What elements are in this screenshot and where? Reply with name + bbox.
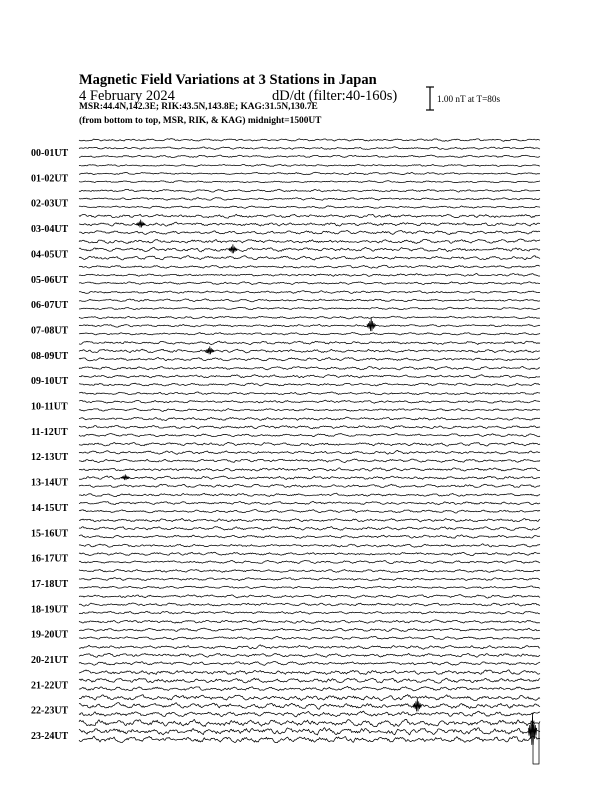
trace-msr	[79, 719, 540, 726]
trace-kag	[79, 560, 540, 563]
event-excursion	[137, 220, 145, 227]
trace-kag	[79, 686, 540, 691]
trace-rik	[79, 274, 540, 277]
trace-kag	[79, 711, 540, 717]
event-markers	[121, 220, 539, 764]
hour-label: 20-21UT	[31, 655, 69, 666]
trace-rik	[79, 476, 540, 480]
trace-msr	[79, 670, 540, 675]
trace-msr	[79, 544, 540, 547]
scale-bar	[426, 87, 434, 110]
trace-msr	[79, 239, 540, 244]
trace-rik	[79, 450, 540, 454]
trace-kag	[79, 206, 540, 208]
trace-rik	[79, 527, 540, 531]
trace-msr	[79, 468, 540, 471]
event-excursion	[229, 245, 237, 253]
trace-rik	[79, 172, 540, 174]
trace-rik	[79, 425, 540, 428]
trace-rik	[79, 502, 540, 505]
trace-msr	[79, 595, 540, 599]
hour-label: 07-08UT	[31, 325, 69, 337]
trace-kag	[79, 231, 540, 235]
trace-kag	[79, 636, 540, 639]
hour-label: 17-18UT	[31, 578, 69, 590]
hour-label: 09-10UT	[31, 376, 69, 388]
trace-kag	[79, 586, 540, 589]
trace-kag	[79, 282, 540, 285]
hour-label: 02-03UT	[31, 198, 69, 210]
trace-kag	[79, 736, 540, 743]
trace-kag	[79, 484, 540, 487]
chart-date: 4 February 2024	[79, 88, 175, 104]
hour-label: 22-23UT	[31, 705, 69, 717]
hour-label: 13-14UT	[31, 477, 69, 489]
trace-kag	[79, 535, 540, 538]
trace-kag	[79, 611, 540, 614]
trace-msr	[79, 493, 540, 496]
trace-msr	[79, 265, 540, 268]
trace-rik	[79, 198, 540, 201]
station-coordinates: MSR:44.4N,142.3E; RIK:43.5N,143.8E; KAG:31.5N,130.7E	[79, 102, 318, 112]
chart-method: dD/dt (filter:40-160s)	[272, 88, 398, 104]
hour-label: 11-12UT	[31, 426, 68, 438]
trace-msr	[79, 392, 540, 395]
scale-label: 1.00 nT at T=80s	[437, 94, 501, 104]
hour-label: 06-07UT	[31, 300, 69, 312]
hour-label: 21-22UT	[31, 680, 69, 692]
trace-rik	[79, 653, 540, 657]
trace-msr	[79, 518, 540, 521]
hour-label: 04-05UT	[31, 249, 69, 261]
trace-rik	[79, 222, 540, 226]
trace-kag	[79, 155, 540, 157]
hour-labels	[31, 148, 69, 742]
event-excursion	[413, 699, 421, 712]
trace-kag	[79, 357, 540, 361]
trace-rik	[79, 628, 540, 631]
event-excursion	[121, 475, 129, 480]
event-excursion	[367, 318, 375, 331]
trace-msr	[79, 645, 540, 649]
trace-kag	[79, 434, 540, 437]
station-traces	[79, 139, 540, 743]
trace-msr	[79, 139, 540, 142]
trace-kag	[79, 662, 540, 666]
event-excursion	[528, 713, 536, 745]
trace-msr	[79, 164, 540, 166]
hour-label: 18-19UT	[31, 604, 69, 616]
trace-rik	[79, 603, 540, 606]
hour-label: 08-09UT	[31, 350, 69, 362]
hour-label: 15-16UT	[31, 528, 69, 540]
trace-msr	[79, 189, 540, 192]
trace-msr	[79, 316, 540, 319]
trace-rik	[79, 728, 540, 735]
trace-msr	[79, 569, 540, 572]
trace-kag	[79, 459, 540, 463]
trace-rik	[79, 552, 540, 555]
trace-msr	[79, 366, 540, 369]
hour-label: 03-04UT	[31, 224, 69, 236]
trace-msr	[79, 620, 540, 623]
hour-label: 00-01UT	[31, 148, 69, 159]
trace-kag	[79, 409, 540, 412]
trace-msr	[79, 695, 540, 701]
trace-msr	[79, 442, 540, 446]
trace-kag	[79, 256, 540, 260]
trace-rik	[79, 324, 540, 327]
trace-rik	[79, 678, 540, 683]
trace-kag	[79, 181, 540, 183]
hour-label: 01-02UT	[31, 173, 69, 185]
station-order-note: (from bottom to top, MSR, RIK, & KAG) midnight=1500UT	[79, 116, 322, 126]
trace-msr	[79, 417, 540, 420]
trace-kag	[79, 383, 540, 386]
trace-rik	[79, 578, 540, 581]
trace-rik	[79, 349, 540, 353]
hour-label: 16-17UT	[31, 553, 69, 565]
trace-msr	[79, 291, 540, 294]
trace-kag	[79, 307, 540, 309]
hour-label: 05-06UT	[31, 274, 69, 286]
trace-rik	[79, 375, 540, 379]
trace-msr	[79, 341, 540, 345]
trace-rik	[79, 147, 540, 150]
hour-label: 12-13UT	[31, 452, 69, 464]
trace-msr	[79, 214, 540, 218]
trace-rik	[79, 400, 540, 403]
trace-rik	[79, 703, 540, 710]
hour-label: 10-11UT	[31, 401, 68, 413]
trace-kag	[79, 333, 540, 335]
trace-kag	[79, 510, 540, 513]
hour-label: 14-15UT	[31, 502, 69, 514]
trace-rik	[79, 247, 540, 251]
hour-label: 19-20UT	[31, 629, 69, 641]
hour-label: 23-24UT	[31, 731, 69, 743]
trace-rik	[79, 299, 540, 302]
chart-title: Magnetic Field Variations at 3 Stations in Japan	[79, 72, 377, 88]
